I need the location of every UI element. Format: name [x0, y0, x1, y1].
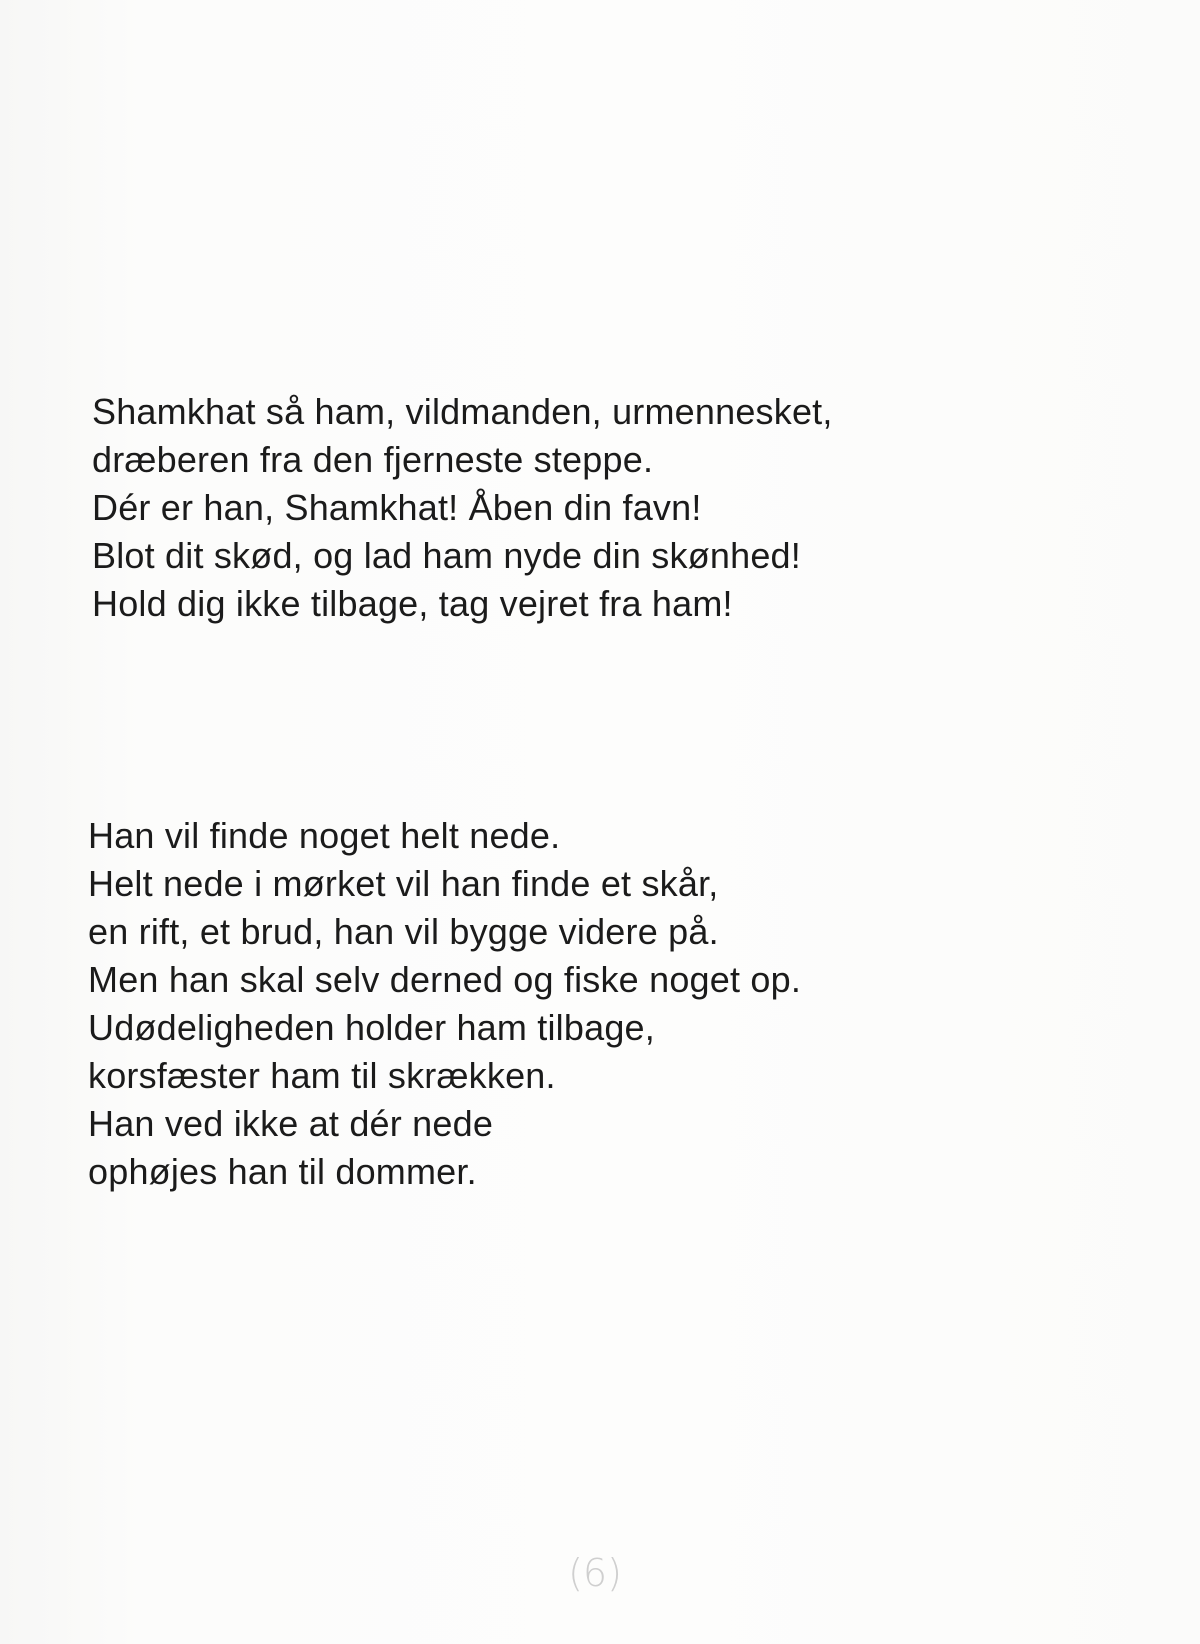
poem-line: korsfæster ham til skrækken. [88, 1055, 556, 1096]
poem-line: Han ved ikke at dér nede [88, 1103, 494, 1144]
poem-line: Hold dig ikke tilbage, tag vejret fra ham! [92, 583, 733, 624]
poem-line: Blot dit skød, og lad ham nyde din skønhed! [92, 535, 801, 576]
stanza-2 [88, 812, 801, 1196]
stanza-1 [92, 388, 833, 628]
poem-line: en rift, et brud, han vil bygge videre på. [88, 911, 719, 952]
poem-line: Dér er han, Shamkhat! Åben din favn! [92, 487, 702, 528]
poem-line: Han vil finde noget helt nede. [88, 815, 561, 856]
poem-line: Men han skal selv derned og fiske noget op. [88, 959, 802, 1000]
poem-line: Shamkhat så ham, vildmanden, urmennesket, [92, 391, 833, 432]
poem-line: Helt nede i mørket vil han finde et skår, [88, 863, 719, 904]
poem-line: dræberen fra den fjerneste steppe. [92, 439, 654, 480]
page-number: (6) [568, 1551, 622, 1595]
poem-line: ophøjes han til dommer. [88, 1151, 477, 1192]
poem-line: Udødeligheden holder ham tilbage, [88, 1007, 655, 1048]
